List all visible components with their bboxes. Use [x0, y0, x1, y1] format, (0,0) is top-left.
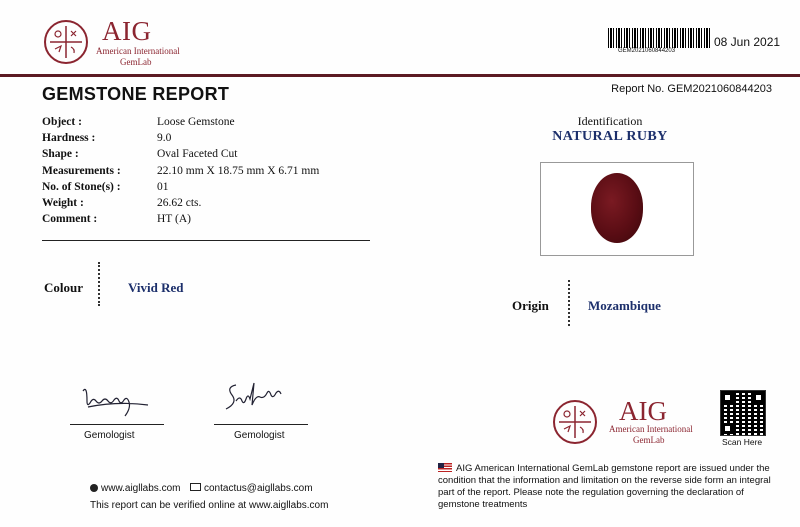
signature-2: [222, 379, 302, 415]
logo-main-text: AIG: [102, 16, 152, 46]
logo-bottom-line1: American International: [609, 424, 693, 434]
colour-separator: [98, 262, 102, 306]
colour-value: Vivid Red: [128, 280, 184, 295]
website-contact: [90, 483, 180, 494]
barcode-text: GEM2021060844203: [618, 48, 676, 54]
qr-code[interactable]: [720, 390, 766, 436]
field-value: 22.10 mm X 18.75 mm X 6.71 mm: [157, 164, 320, 177]
disclaimer-text: AIG American International GemLab gemstone report are issued under the condition that the information and limitation on the reverse side form an integral part of the report. Please note the regulation governing the declaration of gemstone treatments: [438, 463, 771, 510]
origin-value: Mozambique: [588, 298, 661, 313]
field-row-shape: [42, 148, 319, 164]
field-key: Object :: [42, 116, 82, 128]
field-key: Weight :: [42, 196, 84, 209]
gemstone-photo: [540, 162, 694, 256]
field-row-weight: [42, 197, 319, 213]
field-row-stones: [42, 181, 319, 197]
header-divider: [0, 74, 800, 77]
signature-1: [78, 383, 158, 419]
ruby-image: [591, 173, 643, 243]
field-value: Oval Faceted Cut: [157, 148, 238, 161]
logo-bottom-line2: GemLab: [633, 435, 665, 445]
signature-role-1: Gemologist: [84, 430, 135, 441]
aig-logo: [44, 18, 194, 68]
signature-role-2: Gemologist: [234, 430, 285, 441]
disclaimer: [438, 463, 778, 511]
field-key: Hardness :: [42, 132, 96, 145]
email-link[interactable]: contactus@aigllabs.com: [204, 483, 313, 494]
barcode: [608, 28, 712, 48]
signature-line-2: [214, 424, 308, 425]
logo-emblem-bottom-icon: [553, 400, 597, 444]
colour-label: Colour: [44, 280, 83, 295]
field-key: Measurements :: [42, 164, 121, 177]
logo-line2: GemLab: [120, 57, 152, 67]
field-value: 01: [157, 180, 169, 193]
report-number: Report No. GEM2021060844203: [611, 83, 772, 95]
field-key: Shape :: [42, 148, 79, 161]
field-key: Comment :: [42, 213, 98, 226]
report-date: 08 Jun 2021: [714, 35, 781, 49]
report-fields: [42, 116, 319, 229]
globe-icon: [90, 484, 98, 492]
signature-line-1: [70, 424, 164, 425]
fields-divider: [42, 240, 370, 241]
website-link[interactable]: www.aigllabs.com: [101, 483, 181, 494]
aig-logo-bottom: [553, 398, 703, 448]
field-value: 9.0: [157, 132, 172, 145]
field-row-hardness: [42, 132, 319, 148]
identification-label: Identification: [577, 114, 643, 128]
field-key: No. of Stone(s) :: [42, 180, 121, 193]
field-row-measurements: [42, 165, 319, 181]
mail-icon: [190, 483, 201, 491]
field-value: 26.62 cts.: [157, 196, 202, 209]
origin-label: Origin: [512, 298, 549, 313]
field-row-object: [42, 116, 319, 132]
logo-line1: American International: [96, 46, 180, 56]
us-flag-icon: [438, 463, 452, 472]
page-title: GEMSTONE REPORT: [42, 84, 230, 104]
email-contact: [190, 483, 313, 494]
logo-bottom-main: AIG: [619, 396, 667, 426]
origin-separator: [568, 280, 572, 326]
field-row-comment: [42, 213, 319, 229]
field-value: HT (A): [157, 213, 191, 226]
logo-emblem-icon: [44, 20, 88, 64]
verify-text: This report can be verified online at www.aigllabs.com: [90, 500, 329, 511]
scan-here-label: Scan Here: [722, 437, 763, 447]
identification-value: NATURAL RUBY: [552, 129, 668, 144]
field-value: Loose Gemstone: [157, 116, 235, 128]
